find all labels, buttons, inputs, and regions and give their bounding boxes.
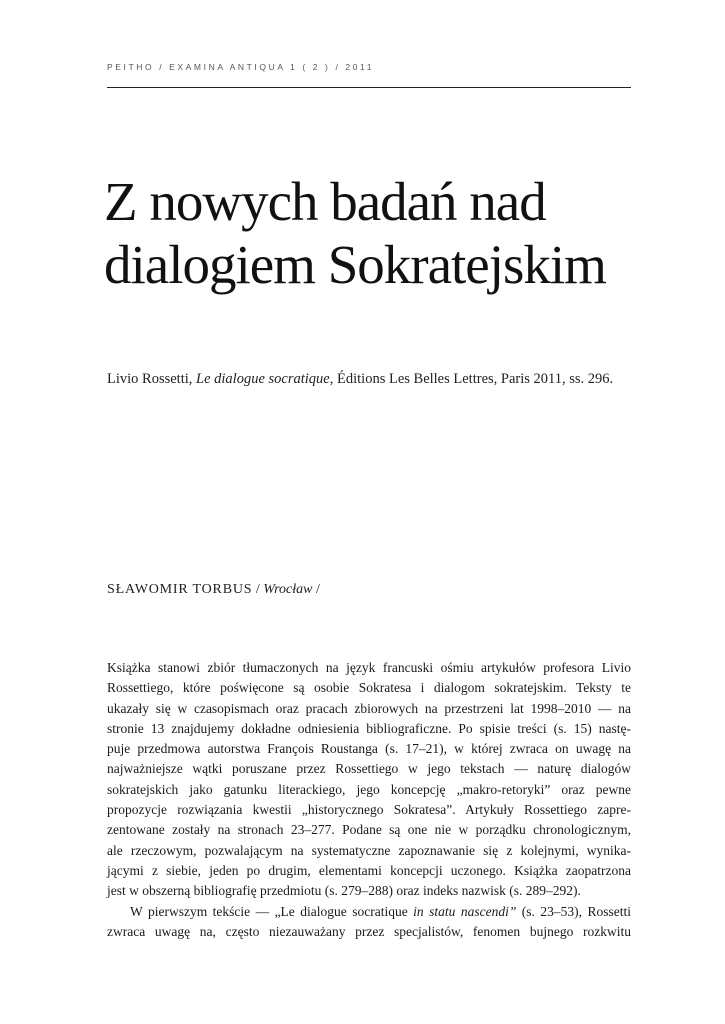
body-segment: (s. 23–53), Rossetti: [516, 903, 631, 919]
body-line: sokratejskich jako gatunku literackiego, jego koncepcję „makro-retoryki” oraz pewne: [107, 781, 631, 797]
book-title: Le dialogue socratique: [196, 371, 330, 387]
body-line: jącymi z siebie, jeden po drugim, elementami koncepcji uczonego. Książka zaopatrzona: [107, 862, 631, 878]
body-text: [107, 658, 631, 942]
body-line: jest w obszerną bibliografię przedmiotu (s. 279–288) oraz indeks nazwisk (s. 289–292).: [107, 883, 581, 899]
body-line: zentowane zostały na stronach 23–277. Podane są one nie w porządku chronologicznym,: [107, 822, 631, 838]
body-line: propozycje rozwiązania kwestii „historycznego Sokratesa”. Artykuły Rossettiego zapre-: [107, 802, 631, 818]
body-segment: W pierwszym tekście — „Le dialogue socratique: [130, 903, 414, 919]
title-line-2: dialogiem Sokratejskim: [104, 234, 606, 295]
body-line: Książka stanowi zbiór tłumaczonych na język francuski ośmiu artykułów profesora Livio: [107, 660, 631, 675]
body-line: puje przedmowa autorstwa François Roustanga (s. 17–21), w której zwraca on uwagę na: [107, 741, 631, 757]
body-line: ukazały się w czasopismach oraz pracach zbiorowych na przestrzeni lat 1998–2010 — na: [107, 700, 631, 716]
reviewer-byline: [107, 582, 507, 598]
body-line: [107, 902, 631, 922]
article-title: [104, 170, 664, 296]
running-head: PEITHO / EXAMINA ANTIQUA 1 ( 2 ) / 2011: [107, 62, 375, 72]
body-line: Rossettiego, które poświęcone są osobie Sokratesa i dialogom sokratejskim. Teksty te: [107, 680, 631, 696]
body-line: zwraca uwagę na, często niezauważany przez specjalistów, fenomen bujnego rozkwitu: [107, 923, 631, 939]
book-author: Livio Rossetti,: [107, 371, 197, 387]
book-publication: , Éditions Les Belles Lettres, Paris 2011, ss. 296.: [329, 371, 614, 387]
reviewed-book: [107, 371, 667, 388]
title-line-1: Z nowych badań nad: [104, 171, 546, 232]
byline-separator-end: /: [312, 582, 320, 597]
body-line: ale rzeczowym, pozwalającym na systematyczne zapoznawanie się z kolejnymi, wynika-: [107, 842, 631, 858]
body-line: najważniejsze wątki poruszane przez Rossettiego w jego tekstach — naturę dialogów: [107, 761, 631, 777]
reviewer-city: Wrocław: [263, 582, 313, 597]
header-rule: [107, 87, 631, 88]
reviewer-name: SŁAWOMIR TORBUS: [107, 582, 253, 597]
body-italic-segment: in statu nascendi”: [413, 903, 517, 919]
body-line: stronie 13 znajdujemy dokładne odniesienia bibliograficzne. Po spisie treści (s. 15) nastę-: [107, 720, 631, 736]
byline-separator: /: [252, 582, 264, 597]
